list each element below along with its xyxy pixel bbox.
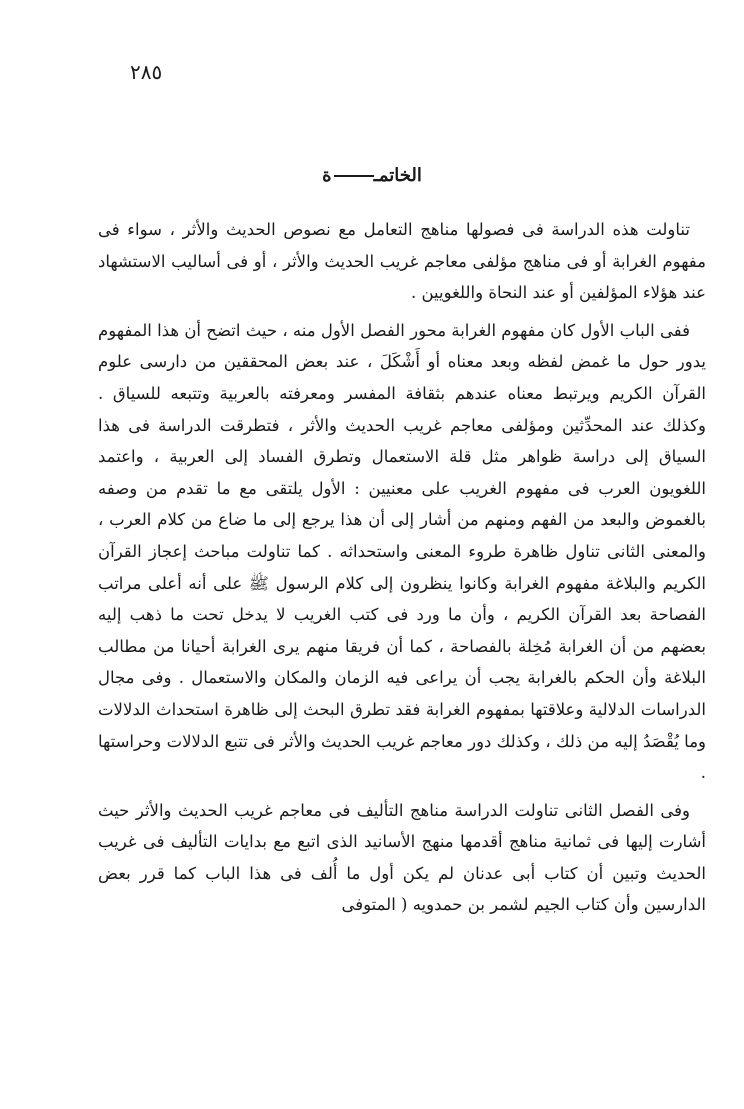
paragraph-chapter-one: ففى الباب الأول كان مفهوم الغرابة محور الفصل الأول منه ، حيث اتضح أن هذا المفهوم يدور حول ما غمض لفظه وبعد معناه أو أَشْكَلَ ، عند بعض المحققين من دارسى علوم القرآن الكريم ويرتبط معناه عندهم بثقافة المفسر ومعرفته بالعربية وتتبعه للسياق . وكذلك عند المحدِّثين ومؤلفى معاجم غريب الحديث والأثر ، فتطرقت الدراسة فى هذا السياق إلى دراسة ظواهر مثل قلة الاستعمال وتطرق الفساد إلى العربية ، واعتمد اللغويون العرب فى مفهوم الغريب على معنيين : الأول يلتقى مع ما تقدم من وصفه بالغموض والبعد من الفهم ومنهم من أشار إلى أن هذا يرجع إلى ما ضاع من كلام العرب ، والمعنى الثانى تناول ظاهرة طروء المعنى واستحداثه . كما تناولت مباحث إعجاز القرآن الكريم والبلاغة مفهوم الغرابة وكانوا ينظرون إلى كلام الرسول ﷺ على أنه أعلى مراتب الفصاحة بعد القرآن الكريم ، وأن ما ورد فى كتب الغريب لا يدخل تحت ما ذهب إليه بعضهم من أن الغرابة مُخِلة بالفصاحة ، كما أن فريقا منهم يرى الغرابة أحيانا من مطالب البلاغة وأن الحكم بالغرابة يجب أن يراعى فيه الزمان والمكان والاستعمال . وفى مجال الدراسات الدلالية وعلاقتها بمفهوم الغرابة فقد تطرق البحث إلى ظاهرة استحداث الدلالات وما يُقْصَدُ إليه من ذلك ، وكذلك دور معاجم غريب الحديث والأثر فى تتبع الدلالات وحراستها . [98,320,706,783]
heading-final-letter: ة [322,165,332,186]
section-heading [0,165,744,186]
page-number: ٢٨٥ [130,60,163,84]
heading-text: الخاتمـ [373,165,422,186]
paragraph-intro: تناولت هذه الدراسة فى فصولها مناهج التعامل مع نصوص الحديث والأثر ، سواء فى مفهوم الغرابة أو فى مناهج مؤلفى معاجم غريب الحديث والأثر ، أو فى أساليب الاستشهاد عند هؤلاء المؤلفين أو عند النحاة واللغويين . [98,220,706,303]
body-text [98,214,706,921]
paragraph-chapter-two: وفى الفصل الثانى تناولت الدراسة مناهج التأليف فى معاجم غريب الحديث والأثر حيث أشارت إليها فى ثمانية مناهج أقدمها منهج الأسانيد الذى اتبع مع بدايات التأليف فى غريب الحديث وتبين أن كتاب أبى عدنان لم يكن أول ما أُلف فى هذا الباب كما قرر بعض الدارسين وأن كتاب الجيم لشمر بن حمدويه ( المتوفى [98,800,706,915]
heading-tatweel-stroke [334,175,374,177]
